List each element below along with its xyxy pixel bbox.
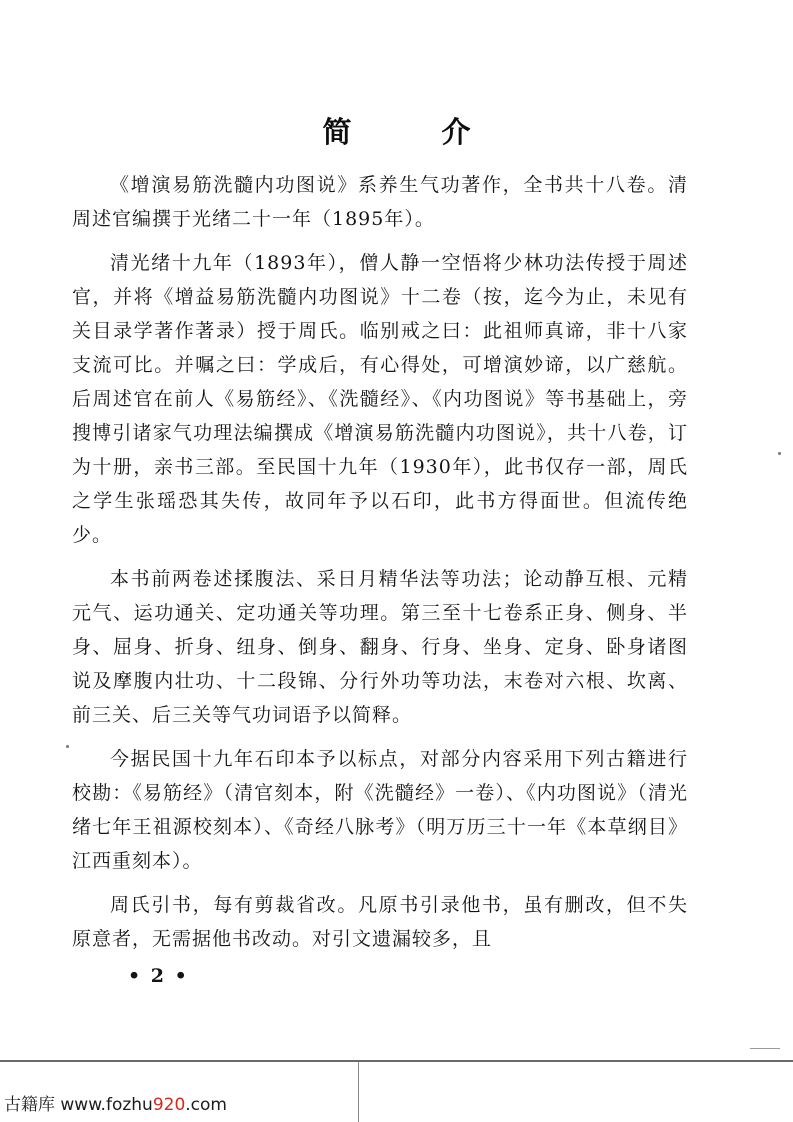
watermark-site-name: 古籍库 bbox=[4, 1095, 55, 1115]
watermark-domain bbox=[60, 1095, 227, 1115]
paragraph-5: 周氏引书，每有剪裁省改。凡原书引录他书，虽有删改，但不失原意者，无需据他书改动。对引文遗漏较多，且 bbox=[72, 894, 688, 950]
site-watermark bbox=[4, 1090, 227, 1115]
footer-divider bbox=[358, 1062, 359, 1122]
paragraph-4: 今据民国十九年石印本予以标点，对部分内容采用下列古籍进行校勘：《易筋经》（清官刻本，附《洗髓经》一卷）、《内功图说》（清光绪七年王祖源校刻本）、《奇经八脉考》（明万历三十一年《本草纲目》江西重刻本）。 bbox=[72, 748, 688, 872]
paragraph-3: 本书前两卷述揉腹法、采日月精华法等功法；论动静互根、元精元气、运功通关、定功通关等功理。第三至十七卷系正身、侧身、半身、屈身、折身、纽身、倒身、翻身、行身、坐身、定身、卧身诸图说及摩腹内壮功、十二段锦、分行外功等功法，末卷对六根、坎离、前三关、后三关等气功词语予以简释。 bbox=[72, 568, 688, 726]
scan-edge-mark bbox=[750, 1048, 780, 1049]
watermark-domain-prefix: www.fozhu bbox=[60, 1095, 153, 1115]
footer-rule bbox=[0, 1060, 793, 1062]
scan-speck bbox=[66, 745, 69, 748]
watermark-domain-suffix: .com bbox=[185, 1095, 227, 1115]
scan-speck bbox=[778, 452, 781, 455]
page-number: • 2 • bbox=[128, 965, 189, 987]
paragraph-2: 清光绪十九年（1893年），僧人静一空悟将少林功法传授于周述官，并将《增益易筋洗髓内功图说》十二卷（按，迄今为止，未见有关目录学著作著录）授于周氏。临别戒之曰：此祖师真谛，非十八家支流可比。并嘱之曰：学成后，有心得处，可增演妙谛，以广慈航。后周述官在前人《易筋经》、《洗髓经》、《内功图说》等书基础上，旁搜博引诸家气功理法编撰成《增演易筋洗髓内功图说》，共十八卷，订为十册，亲书三部。至民国十九年（1930年），此书仅存一部，周氏之学生张瑶恐其失传，故同年予以石印，此书方得面世。但流传绝少。 bbox=[72, 252, 688, 546]
paragraph-1: 《增演易筋洗髓内功图说》系养生气功著作，全书共十八卷。清周述官编撰于光绪二十一年（1895年）。 bbox=[72, 174, 688, 230]
body-text bbox=[72, 168, 688, 966]
page-title: 简 介 bbox=[322, 115, 511, 149]
watermark-domain-digits: 920 bbox=[152, 1095, 186, 1115]
